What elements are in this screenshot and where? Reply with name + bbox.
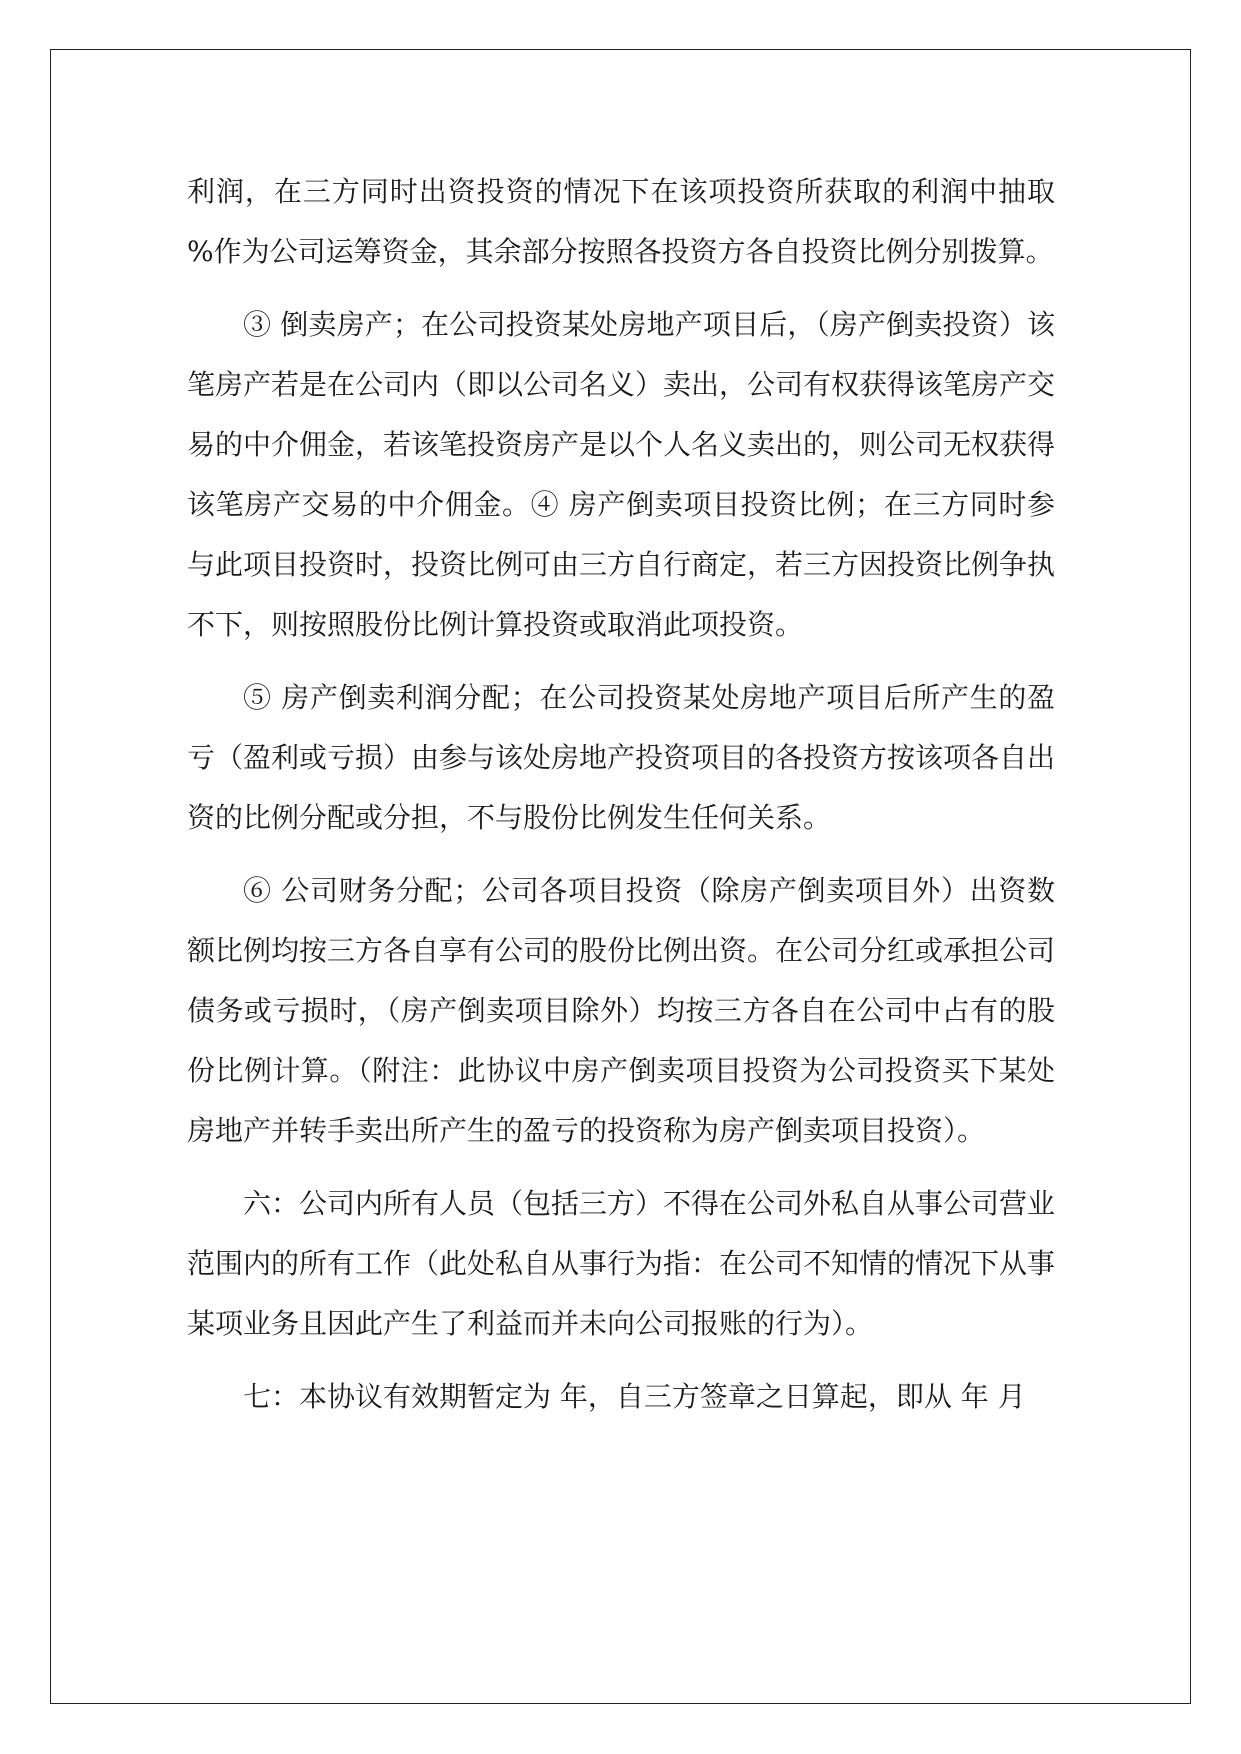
- paragraph-property-resale: ③ 倒卖房产；在公司投资某处房地产项目后，（房产倒卖投资）该笔房产若是在公司内（即以公司名义）卖出，公司有权获得该笔房产交易的中介佣金，若该笔投资房产是以个人名义卖出的，则公司无权获得该笔房产交易的中介佣金。④ 房产倒卖项目投资比例；在三方同时参与此项目投资时，投资比例可由三方自行商定，若三方因投资比例争执不下，则按照股份比例计算投资或取消此项投资。: [187, 308, 1056, 641]
- paragraph-profit-extraction: 利润，在三方同时出资投资的情况下在该项投资所获取的利润中抽取 %作为公司运筹资金，其余部分按照各投资方各自投资比例分别拨算。: [187, 175, 1055, 268]
- paragraph-resale-profit-distribution: ⑤ 房产倒卖利润分配；在公司投资某处房地产项目后所产生的盈亏（盈利或亏损）由参与该处房地产投资项目的各投资方按该项各自出资的比例分配或分担，不与股份比例发生任何关系。: [187, 681, 1056, 834]
- paragraph-clause-six: 六：公司内所有人员（包括三方）不得在公司外私自从事公司营业范围内的所有工作（此处私自从事行为指：在公司不知情的情况下从事某项业务且因此产生了利益而并未向公司报账的行为）。: [187, 1187, 1056, 1340]
- paragraph-clause-seven: 七：本协议有效期暂定为 年，自三方签章之日算起，即从 年 月: [243, 1380, 1026, 1413]
- document-body: [187, 162, 1055, 1440]
- paragraph-financial-distribution: ⑥ 公司财务分配；公司各项目投资（除房产倒卖项目外）出资数额比例均按三方各自享有公司的股份比例出资。在公司分红或承担公司债务或亏损时，（房产倒卖项目除外）均按三方各自在公司中占有的股份比例计算。（附注：此协议中房产倒卖项目投资为公司投资买下某处房地产并转手卖出所产生的盈亏的投资称为房产倒卖项目投资）。: [187, 874, 1056, 1147]
